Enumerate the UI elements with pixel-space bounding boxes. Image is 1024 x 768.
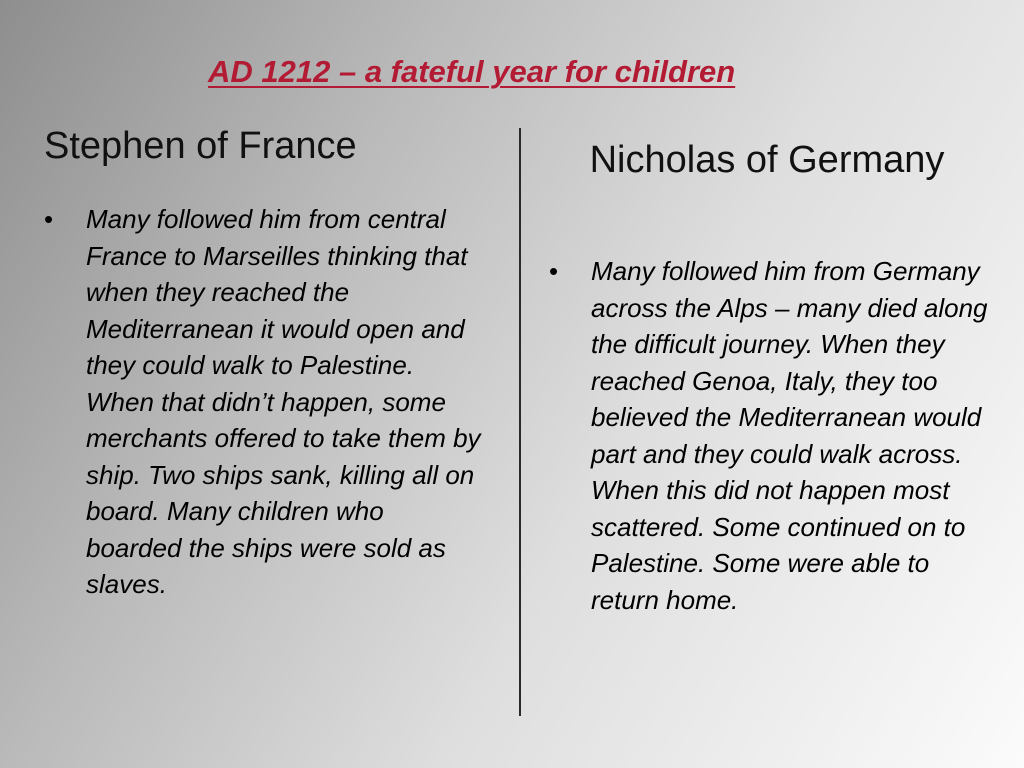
left-column-heading: Stephen of France <box>44 125 357 167</box>
right-bullet-list <box>549 253 999 618</box>
right-column-heading: Nicholas of Germany <box>589 139 945 181</box>
bullet-icon: • <box>549 256 559 286</box>
bullet-icon: • <box>44 204 54 234</box>
column-divider <box>519 128 521 716</box>
left-bullet-item <box>44 201 484 603</box>
right-bullet-text: Many followed him from Germany across the Alps – many died along the difficult journey. When they reached Genoa, Italy, they too believed the Mediterranean would part and they could walk across. When this did not happen most scattered. Some continued on to Palestine. Some were able to return home. <box>591 256 988 615</box>
left-bullet-text: Many followed him from central France to Marseilles thinking that when they reached the Mediterranean it would open and they could walk to Palestine. When that didn’t happen, some merchants offered to take them by ship. Two ships sank, killing all on board. Many children who boarded the ships were sold as slaves. <box>86 204 481 599</box>
slide-title: AD 1212 – a fateful year for children <box>208 54 736 89</box>
left-bullet-list <box>44 201 484 603</box>
right-bullet-item <box>549 253 999 618</box>
